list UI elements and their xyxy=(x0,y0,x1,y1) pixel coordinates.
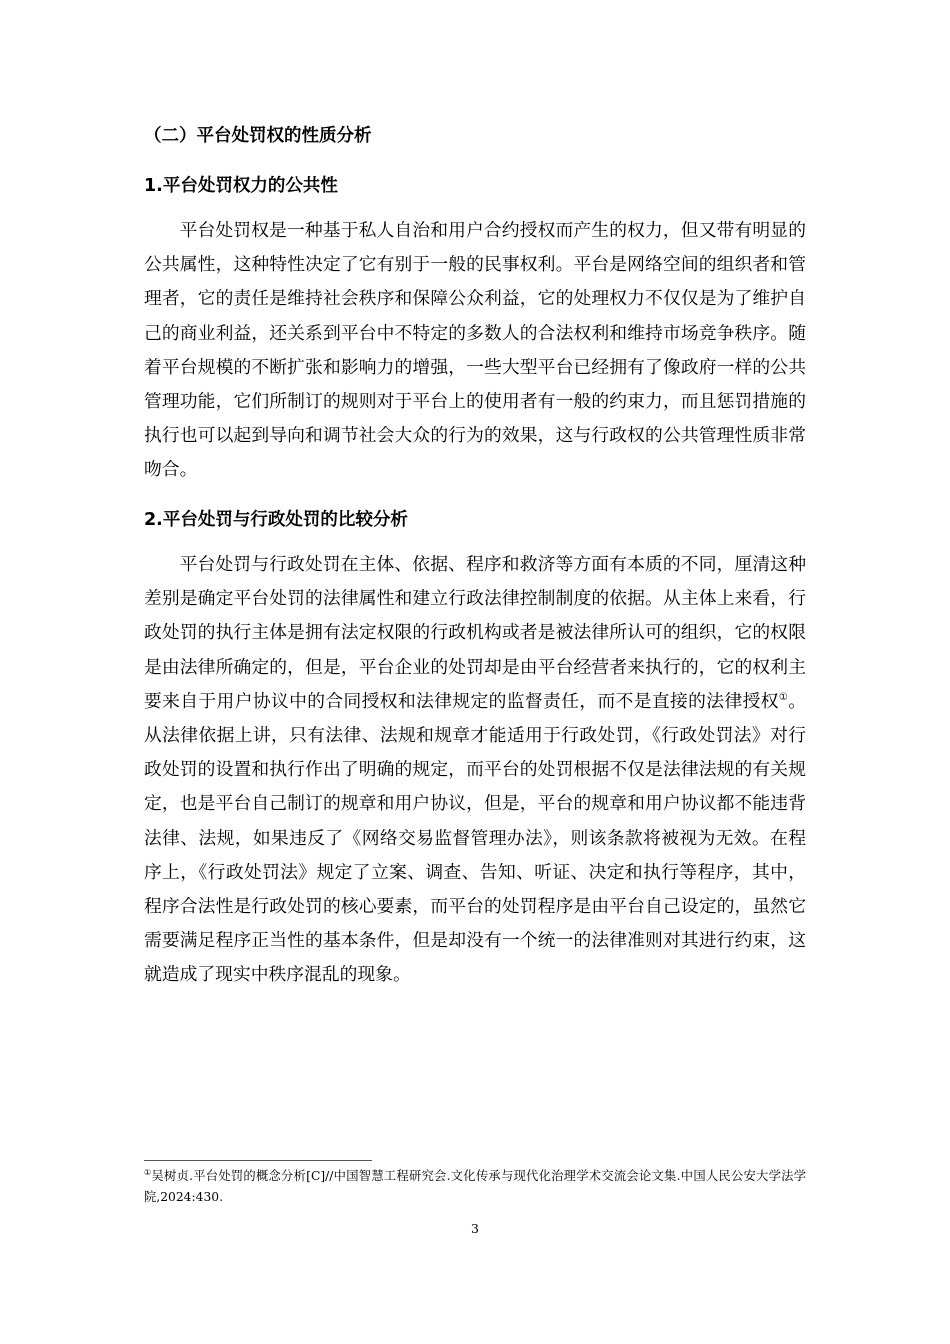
subsection-2-heading: 2.平台处罚与行政处罚的比较分析 xyxy=(144,510,408,530)
paragraph-text-part-2: 。从法律依据上讲，只有法律、法规和规章才能适用于行政处罚，《行政处罚法》对行政处罚的设置和执行作出了明确的规定，而平台的处罚根据不仅是法律法规的有关规定，也是平台自己制订的规章和用户协议，但是，平台的规章和用户协议都不能违背法律、法规，如果违反了《网络交易监督管理办法》，则该条款将被视为无效。在程序上，《行政处罚法》规定了立案、调查、告知、听证、决定和执行等程序，其中，程序合法性是行政处罚的核心要素，而平台的处罚程序是由平台自己设定的，虽然它需要满足程序正当性的基本条件，但是却没有一个统一的法律准则对其进行约束，这就造成了现实中秩序混乱的现象。 xyxy=(144,690,806,986)
subsection-2-paragraph xyxy=(144,548,806,993)
footnote-text: 吴树贞.平台处罚的概念分析[C]//中国智慧工程研究会.文化传承与现代化治理学术交流会论文集.中国人民公安大学法学院,2024:430. xyxy=(144,1169,806,1204)
section-heading: （二）平台处罚权的性质分析 xyxy=(144,126,372,146)
footnote-reference[interactable]: ① xyxy=(778,691,789,703)
subsection-1-heading: 1.平台处罚权力的公共性 xyxy=(144,176,338,196)
subsection-1-paragraph: 平台处罚权是一种基于私人自治和用户合约授权而产生的权力，但又带有明显的公共属性，这种特性决定了它有别于一般的民事权利。平台是网络空间的组织者和管理者，它的责任是维持社会秩序和保障公众利益，它的处理权力不仅仅是为了维护自己的商业利益，还关系到平台中不特定的多数人的合法权利和维持市场竞争秩序。随着平台规模的不断扩张和影响力的增强，一些大型平台已经拥有了像政府一样的公共管理功能，它们所制订的规则对于平台上的使用者有一般的约束力，而且惩罚措施的执行也可以起到导向和调节社会大众的行为的效果，这与行政权的公共管理性质非常吻合。 xyxy=(144,220,806,481)
paragraph-text-part-1: 平台处罚与行政处罚在主体、依据、程序和救济等方面有本质的不同，厘清这种差别是确定平台处罚的法律属性和建立行政法律控制制度的依据。从主体上来看，行政处罚的执行主体是拥有法定权限的行政机构或者是被法律所认可的组织，它的权限是由法律所确定的，但是，平台企业的处罚却是由平台经营者来执行的，它的权利主要来自于用户协议中的合同授权和法律规定的监督责任，而不是直接的法律授权 xyxy=(144,554,806,712)
footnote-separator xyxy=(144,1160,372,1161)
footnote-marker: ① xyxy=(144,1167,152,1177)
footnote xyxy=(144,1166,806,1208)
page-number: 3 xyxy=(471,1221,479,1236)
